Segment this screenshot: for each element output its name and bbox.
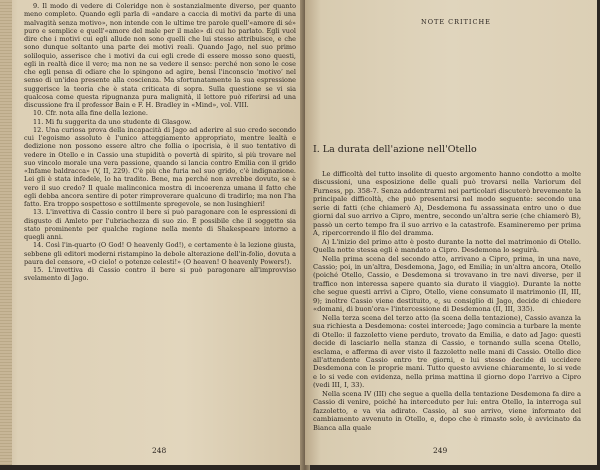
endnotes: [24, 2, 296, 283]
paragraph: Nella prima scena del secondo atto, arrivano a Cipro, prima, in una nave, Cassio; poi, in un'altra, Desdemona, Jago, ed Emilia; in un'altra ancora, Otello (poiché Otello, Cassio, e Desdemona si trovavano in tre navi diverse, per il traffico non interessa sapere quanto sia durato il viaggio). Durante la notte che segue questi arrivi a Cipro, Otello, viene consumato il matrimonio (II, III, 9); inoltre Cassio viene destituito, e, su consiglio di Jago, decide di chiedere «domani, di buon'ora» l'intercessione di Desdemona (II, III, 335).: [313, 254, 581, 314]
section-title: [313, 144, 583, 155]
page-edges: [0, 0, 12, 465]
note-11: 11. Mi fu suggerita da uno studente di Glasgow.: [33, 117, 192, 126]
paragraph: Nella terza scena del terzo atto (la scena della tentazione), Cassio avanza la sua richiesta a Desdemona: costei intercede; Jago comincia a turbare la mente di Otello: il fazzoletto viene perduto, trovato da Emilia, e dato ad Jago: questi decide di lasciarlo nella stanza di Cassio, e tornando sulla scena Otello, esclama, e afferma di aver visto il fazzoletto nelle mani di Cassio. Otello dice all'attendente Cassio entro tre giorni, e lui stesso decide di uccidere Desdemona con le proprie mani. Tutto questo avviene chiaramente, lo si vede e lo si vede con evidenza, nella prima mattina il giorno dopo l'arrivo a Cipro (vedi III, I, 33).: [313, 313, 581, 390]
running-head: NOTE CRITICHE: [421, 18, 491, 26]
page-number-right: 249: [433, 446, 448, 455]
page-number-left: 248: [152, 446, 167, 455]
paragraph: Le difficoltà del tutto insolite di questo argomento hanno condotto a molte discussioni, una esposizione delle quali può trovarsi nella Variorum del Furness, pp. 358-7. Senza addentrarmi nei particolari discuterò brevemente la principale difficoltà, che può presentarsi nel modo seguente: secondo una serie di fatti (che chiamerò A), Desdemona fu assassinata entro uno o due giorni dal suo arrivo a Cipro, mentre, secondo un'altra serie (che chiamerò B), passò un certo tempo fra il suo arrivo e la catastrofe. Esamineremo per prima A, ripercorrendo il filo del dramma.: [313, 170, 581, 238]
note-15: 15. L'invettiva di Cassio contro il bere si può paragonare all'improvviso svelamento di Jago.: [24, 266, 296, 283]
note-9: 9. Il modo di vedere di Coleridge non è sostanzialmente diverso, per quanto meno completo. Quando egli parla di «andare a caccia di motivi da parte di una malvagità senza motivo», non intende con le ultime tre parole quell'«amore di sé» puro e semplice e quell'«amore del male per il male» di cui ho parlato. Egli vuol dire che i motivi cui egli allude non sono quelli che lui stesso attribuisce, e che sono dunque soltanto una parte dei motivi reali. Quando Jago, nel suo primo soliloquio, asserisce che i motivi da cui egli crede di essere mosso sono questi, egli in realtà dice il vero; ma non ne sa vedere il senso: perché non sono le cose che egli pensa di odiare che lo spingono ad agire, bensì l'inconscio ‘motivo’ nel senso di un'idea presente alla coscienza. Ma sfortunatamente la sua espressione suggerisce la teoria che è stata criticata di sopra. Sulla questione se vi sia qualcosa come questa ripugnanza pura malignità, il lettore può riferirsi ad una discussione fra il professor Bain e F. H. Bradley in «Mind», vol. VIII.: [24, 2, 296, 109]
section-body: [313, 170, 581, 432]
paragraph: A) L'inizio del primo atto è posto durante la notte del matrimonio di Otello. Quella notte stessa egli è mandato a Cipro. Desdemona lo seguirà.: [313, 237, 581, 255]
section-title-prefix: I. La durata dell'azione nell': [313, 144, 448, 155]
note-14: 14. Così l'in-quarto (O God! O heavenly God!), e certamente è la lezione giusta, sebbene gli editori moderni ristampino la debole alterazione dell'in-folio, dovuta a paura del censore, «O cielo! o potenze celesti!» (O heaven! O heavenly Powers!).: [24, 241, 296, 266]
right-page: [305, 0, 597, 465]
paragraph: Nella scena IV (III) che segue a quella della tentazione Desdemona fa dire a Cassio di venire, poiché ha interceduto per lui: entra Otello, la interroga sul fazzoletto, e va via adirato. Cassio, al suo arrivo, viene informato del cambiamento avvenuto in Otello, e, dopo che è rimasto solo, è avvicinato da Bianca alla quale: [313, 389, 581, 432]
note-13: 13. L'invettiva di Cassio contro il bere si può paragonare con le espressioni di disgusto di Amleto per l'ubriachezza di suo zio. È possibile che il soggetto sia stato prominente per qualche ragione nella mente di Shakespeare intorno a quegli anni.: [24, 208, 296, 241]
note-12: 12. Una curiosa prova della incapacità di Jago ad aderire al suo credo secondo cui l'egoismo assoluto è l'unico atteggiamento appropriato, mentre lealtà e dedizione non possono essere altro che follia o ipocrisia, è il suo tentativo di vedere in Otello e in Cassio una stupidità o povertà di spirito, sì più trovare nel suo vincolo morale una vera passione, quando si lancia contro Emilia con il grido «Infame baldracca» (V, II, 229). C'è più che furia nel suo grido, c'è indignazione. Lei gli è stata infedele, lo ha tradito. Bene, ma perché non avrebbe dovuto, se è vero il suo credo? Il quale malinconica mostra di incoerenza umana il fatto che egli debba ancora sentire di poter rimproverare qualcuno di tradirlo; ma non l'ha fatto. Era troppo sospettoso e sottilmente spregevole, se non lusinghieri!: [24, 125, 296, 208]
section-title-italic: Otello: [447, 144, 477, 155]
note-10: 10. Cfr. nota alla fine della lezione.: [33, 109, 148, 118]
